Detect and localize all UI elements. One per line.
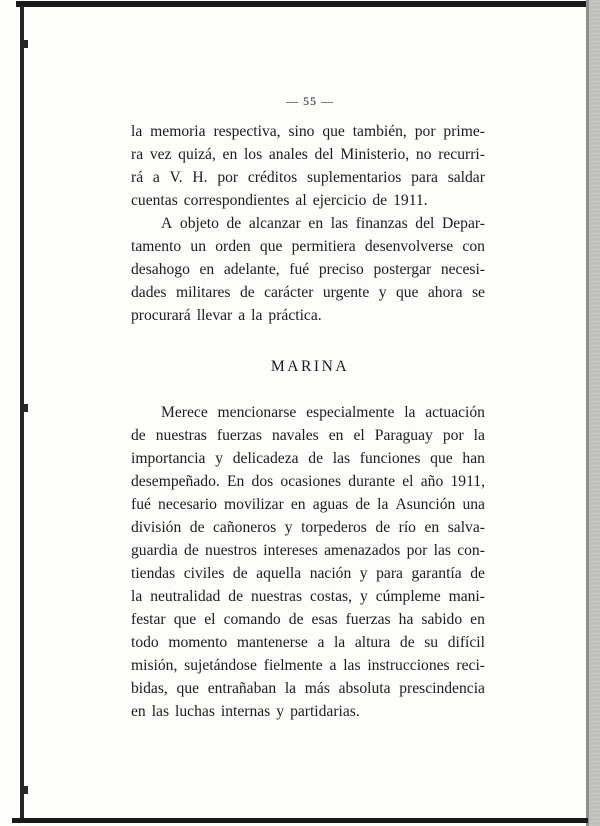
text-line: desahogo en adelante, fué preciso postergar necesi-	[131, 261, 485, 278]
text-line: dades militares de carácter urgente y que ahora se	[131, 284, 485, 301]
text-line: fué necesario movilizar en aguas de la Asunción una	[131, 496, 485, 513]
text-line: la memoria respectiva, sino que también, por prime-	[131, 123, 485, 140]
text-line: desempeñado. En dos ocasiones durante el año 1911,	[131, 473, 485, 490]
text-line: ra vez quizá, en los anales del Ministerio, no recurri-	[131, 146, 485, 163]
paragraph-1	[131, 120, 485, 212]
text-line: misión, sujetándose fielmente a las instrucciones reci-	[131, 657, 485, 674]
page-number: — 55 —	[286, 94, 334, 108]
text-line: cuentas correspondientes al ejercicio de 1911.	[131, 192, 428, 209]
text-line: de nuestras fuerzas navales en el Paraguay por la	[131, 427, 485, 444]
text-line: festar que el comando de esas fuerzas ha sabido en	[131, 611, 485, 628]
text-line: bidas, que entrañaban la más absoluta prescindencia	[131, 680, 485, 697]
paragraph-2	[131, 212, 485, 327]
paragraph-3	[131, 401, 485, 723]
left-border-rule	[20, 6, 24, 820]
text-line: tamento un orden que permitiera desenvolverse con	[131, 238, 485, 255]
text-line: A objeto de alcanzar en las finanzas del Depar-	[161, 215, 485, 232]
left-edge-mark	[24, 786, 28, 794]
text-line: en las luchas internas y partidarias.	[131, 703, 360, 720]
page-edge-shadow	[586, 0, 600, 826]
text-line: tiendas civiles de aquella nación y para garantía de	[131, 565, 485, 582]
top-border-rule	[16, 1, 586, 7]
left-edge-mark	[24, 404, 28, 412]
bottom-border-rule	[12, 818, 588, 823]
text-line: procurará llevar a la práctica.	[131, 307, 322, 324]
left-edge-mark	[24, 40, 28, 48]
text-line: la neutralidad de nuestras costas, y cúmpleme mani-	[131, 588, 485, 605]
text-line: rá a V. H. por créditos suplementarios para saldar	[131, 169, 485, 186]
section-heading: MARINA	[270, 358, 350, 375]
text-line: Merece mencionarse especialmente la actuación	[161, 404, 485, 421]
text-line: guardia de nuestros intereses amenazados por las con-	[131, 542, 485, 559]
text-line: importancia y delicadeza de las funciones que han	[131, 450, 485, 467]
text-line: todo momento mantenerse a la altura de su difícil	[131, 634, 485, 651]
text-line: división de cañoneros y torpederos de río en salva-	[131, 519, 485, 536]
